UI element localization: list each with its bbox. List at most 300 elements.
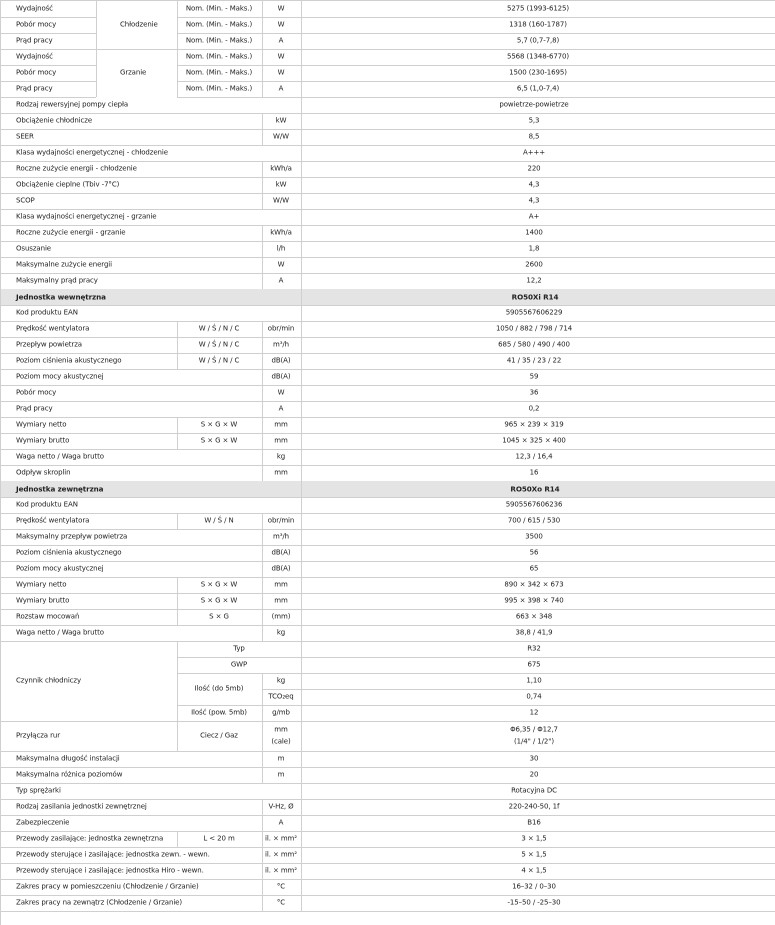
unit-label: m³/h bbox=[272, 532, 290, 541]
param-label: Przewody zasilające: jednostka zewnętrzna bbox=[16, 834, 164, 843]
grid-line bbox=[1, 561, 775, 562]
grid-line bbox=[301, 863, 302, 879]
grid-line bbox=[301, 847, 302, 863]
unit-label: mm bbox=[274, 436, 288, 445]
value-cell: 5568 (1348-6770) bbox=[506, 52, 570, 61]
param-label: Pobór mocy bbox=[16, 388, 57, 397]
unit-label: g/mb bbox=[272, 708, 290, 717]
mode-label: W / Ś / N bbox=[204, 516, 234, 525]
grid-line bbox=[262, 449, 263, 465]
pipes-label: Przyłącza rur bbox=[16, 731, 61, 740]
mode-label: W / Ś / N / C bbox=[198, 340, 240, 349]
grid-line bbox=[1, 879, 775, 880]
mode-label: Nom. (Min. - Maks.) bbox=[185, 68, 253, 77]
unit-label: dB(A) bbox=[271, 548, 291, 557]
grid-line bbox=[262, 273, 263, 289]
grid-line bbox=[262, 831, 263, 847]
unit-label: kW bbox=[275, 116, 287, 125]
grid-line bbox=[262, 385, 263, 401]
mode-label: Ciecz / Gaz bbox=[200, 731, 238, 740]
unit-label: il. × mm² bbox=[265, 866, 297, 875]
grid-line bbox=[1, 417, 775, 418]
grid-line bbox=[301, 433, 302, 449]
param-label: Pobór mocy bbox=[16, 20, 57, 29]
param-label: Obciążenie cieplne (Tbiv -7°C) bbox=[16, 180, 120, 189]
param-label: SEER bbox=[16, 132, 34, 141]
grid-line bbox=[1, 433, 775, 434]
grid-line bbox=[177, 705, 775, 706]
param-label: Zabezpieczenie bbox=[16, 818, 70, 827]
grid-line bbox=[1, 81, 96, 82]
grid-line bbox=[301, 161, 302, 177]
grid-line bbox=[177, 593, 178, 609]
grid-line bbox=[1, 577, 775, 578]
grid-line bbox=[177, 641, 178, 721]
grid-line bbox=[1, 177, 775, 178]
unit-label: dB(A) bbox=[271, 372, 291, 381]
value-cell: 8,5 bbox=[528, 132, 540, 141]
unit-label: mm bbox=[274, 725, 288, 734]
unit-label: mm bbox=[274, 420, 288, 429]
mode-label: L < 20 m bbox=[203, 834, 235, 843]
grid-line bbox=[177, 513, 178, 529]
grid-line bbox=[1, 529, 775, 530]
grid-line bbox=[301, 145, 302, 161]
grid-line bbox=[301, 529, 302, 545]
mode-label: Nom. (Min. - Maks.) bbox=[185, 20, 253, 29]
param-label: Maksymalny prąd pracy bbox=[16, 276, 98, 285]
grid-line bbox=[301, 895, 302, 911]
value-cell: 41 / 35 / 23 / 22 bbox=[506, 356, 562, 365]
value-cell: -15–50 / -25–30 bbox=[507, 898, 561, 907]
value-cell: 3 × 1,5 bbox=[521, 834, 547, 843]
grid-line bbox=[301, 609, 302, 625]
grid-line bbox=[301, 1, 302, 97]
grid-line bbox=[301, 369, 302, 385]
refrigerant-typ-label: Typ bbox=[233, 644, 245, 653]
refrigerant-label: Czynnik chłodniczy bbox=[16, 676, 82, 685]
param-label: Wydajność bbox=[16, 4, 53, 13]
indoor-header-label: Jednostka wewnętrzna bbox=[16, 292, 106, 302]
grid-line bbox=[301, 593, 302, 609]
grid-line bbox=[262, 1, 263, 97]
unit-label: A bbox=[278, 818, 284, 827]
grid-line bbox=[1, 497, 775, 498]
unit-label: W bbox=[277, 52, 285, 61]
value-cell: 220 bbox=[527, 164, 541, 173]
grid-line bbox=[1, 49, 775, 50]
unit-label: kg bbox=[276, 676, 286, 685]
value-cell: 36 bbox=[529, 388, 539, 397]
grid-line bbox=[1, 17, 96, 18]
grid-line bbox=[1, 257, 775, 258]
grid-line bbox=[301, 401, 302, 417]
grid-line bbox=[262, 767, 263, 783]
param-label: Maksymalny przepływ powietrza bbox=[16, 532, 128, 541]
grid-line bbox=[1, 225, 775, 226]
outdoor-section-header bbox=[1, 481, 775, 497]
unit-label: kWh/a bbox=[270, 228, 292, 237]
param-label: Pobór mocy bbox=[16, 68, 57, 77]
unit-label: kg bbox=[276, 628, 286, 637]
param-label: Roczne zużycie energii - chłodzenie bbox=[16, 164, 137, 173]
value-cell: 220-240-50, 1f bbox=[508, 802, 560, 811]
unit-label: m³/h bbox=[272, 340, 290, 349]
grid-line bbox=[262, 257, 263, 273]
grid-line bbox=[177, 831, 178, 847]
unit-label: A bbox=[278, 404, 284, 413]
grid-line bbox=[301, 113, 302, 129]
refrigerant-amount-over-label: Ilość (pow. 5mb) bbox=[191, 708, 247, 717]
grid-line bbox=[177, 97, 775, 98]
outdoor-header-label: Jednostka zewnętrzna bbox=[16, 484, 104, 494]
grid-line bbox=[262, 465, 263, 481]
grid-line bbox=[1, 831, 775, 832]
unit-label: W/W bbox=[273, 196, 289, 205]
indoor-model-label: RO50Xi R14 bbox=[511, 292, 559, 302]
param-label: Prąd pracy bbox=[16, 404, 53, 413]
indoor-section-header bbox=[1, 289, 775, 305]
grid-line bbox=[262, 529, 263, 545]
param-label: Kod produktu EAN bbox=[16, 308, 78, 317]
unit-label: °C bbox=[276, 882, 286, 891]
grid-line bbox=[1, 209, 775, 210]
grid-line bbox=[301, 561, 302, 577]
unit-label: W bbox=[277, 68, 285, 77]
grid-line bbox=[1, 385, 775, 386]
grid-line bbox=[301, 241, 302, 257]
grid-line bbox=[262, 847, 263, 863]
grid-line bbox=[262, 513, 263, 529]
grid-line bbox=[1, 911, 775, 912]
value-cell: 0,74 bbox=[526, 692, 542, 701]
grid-line bbox=[301, 449, 302, 465]
mode-label: S × G × W bbox=[200, 596, 238, 605]
param-label: Wymiary netto bbox=[16, 580, 67, 589]
value-cell: 65 bbox=[529, 564, 539, 573]
param-label: Klasa wydajności energetycznej - chłodzenie bbox=[16, 148, 168, 157]
value-cell: 4 × 1,5 bbox=[521, 866, 547, 875]
unit-label: mm bbox=[274, 580, 288, 589]
grid-line bbox=[301, 97, 302, 113]
param-label: Przepływ powietrza bbox=[16, 340, 82, 349]
grid-line bbox=[1, 513, 775, 514]
grid-line bbox=[1, 847, 775, 848]
grid-line bbox=[177, 353, 178, 369]
param-label: Zakres pracy na zewnątrz (Chłodzenie / Grzanie) bbox=[16, 898, 183, 907]
grid-line bbox=[177, 673, 775, 674]
grid-line bbox=[1, 545, 775, 546]
grid-line bbox=[262, 625, 263, 641]
value-cell: 1318 (160-1787) bbox=[509, 20, 567, 29]
grid-line bbox=[301, 641, 302, 721]
grid-line bbox=[262, 577, 263, 593]
value-cell: 2600 bbox=[525, 260, 543, 269]
grid-line bbox=[177, 433, 178, 449]
param-label: Poziom mocy akustycznej bbox=[16, 372, 104, 381]
grid-line bbox=[301, 783, 302, 799]
grid-line bbox=[262, 417, 263, 433]
value-cell: 4,3 bbox=[528, 180, 540, 189]
grid-line bbox=[1, 273, 775, 274]
grid-line bbox=[301, 545, 302, 561]
value-cell: 56 bbox=[529, 548, 539, 557]
grid-line bbox=[96, 1, 97, 97]
grid-line bbox=[1, 97, 96, 98]
grid-line bbox=[177, 17, 775, 18]
grid-line bbox=[177, 1, 178, 97]
grid-line bbox=[1, 129, 775, 130]
grid-line bbox=[301, 129, 302, 145]
mode-label: Nom. (Min. - Maks.) bbox=[185, 52, 253, 61]
param-label: Waga netto / Waga brutto bbox=[16, 628, 104, 637]
refrigerant-amount-label: Ilość (do 5mb) bbox=[194, 684, 244, 693]
unit-label: dB(A) bbox=[271, 356, 291, 365]
param-label: Prędkość wentylatora bbox=[16, 516, 90, 525]
grid-line bbox=[262, 689, 775, 690]
grid-line bbox=[262, 751, 263, 767]
grid-line bbox=[1, 641, 775, 642]
unit-label: kW bbox=[275, 180, 287, 189]
grid-line bbox=[301, 353, 302, 369]
mode-label: W / Ś / N / C bbox=[198, 324, 240, 333]
value-cell: 16 bbox=[529, 468, 539, 477]
value-cell: 1,8 bbox=[528, 244, 540, 253]
unit-label: (cale) bbox=[271, 737, 291, 746]
grid-line bbox=[262, 895, 263, 911]
mode-cooling-label: Chłodzenie bbox=[120, 20, 158, 29]
param-label: Prąd pracy bbox=[16, 36, 53, 45]
unit-label: m bbox=[277, 770, 285, 779]
grid-line bbox=[262, 879, 263, 895]
grid-line bbox=[262, 241, 263, 257]
grid-line bbox=[301, 273, 302, 289]
unit-label: W bbox=[277, 388, 285, 397]
unit-label: W bbox=[277, 20, 285, 29]
value-cell: A+++ bbox=[523, 148, 545, 157]
grid-line bbox=[301, 481, 302, 497]
grid-line bbox=[1, 593, 775, 594]
grid-line bbox=[1, 161, 775, 162]
value-cell: 5,3 bbox=[528, 116, 540, 125]
grid-line bbox=[1, 721, 775, 722]
grid-line bbox=[262, 433, 263, 449]
unit-label: obr/min bbox=[267, 516, 295, 525]
unit-label: (mm) bbox=[271, 612, 291, 621]
param-label: Roczne zużycie energii - grzanie bbox=[16, 228, 126, 237]
value-cell: 700 / 615 / 530 bbox=[507, 516, 561, 525]
grid-line bbox=[301, 577, 302, 593]
mode-label: Nom. (Min. - Maks.) bbox=[185, 36, 253, 45]
grid-line bbox=[262, 673, 263, 721]
mode-heating-label: Grzanie bbox=[120, 68, 147, 77]
value-cell: Φ6,35 / Φ12,7 bbox=[510, 725, 558, 734]
grid-line bbox=[262, 177, 263, 193]
unit-label: il. × mm² bbox=[265, 834, 297, 843]
unit-label: m bbox=[277, 754, 285, 763]
grid-line bbox=[262, 815, 263, 831]
grid-line bbox=[262, 337, 263, 353]
grid-line bbox=[1, 799, 775, 800]
param-label: Waga netto / Waga brutto bbox=[16, 452, 104, 461]
param-label: Obciążenie chłodnicze bbox=[16, 116, 93, 125]
grid-line bbox=[1, 895, 775, 896]
grid-line bbox=[301, 305, 302, 321]
grid-line bbox=[301, 625, 302, 641]
unit-label: l/h bbox=[276, 244, 286, 253]
grid-line bbox=[1, 305, 775, 306]
grid-line bbox=[177, 337, 178, 353]
grid-line bbox=[301, 225, 302, 241]
value-cell: 59 bbox=[529, 372, 539, 381]
value-cell: 30 bbox=[529, 754, 539, 763]
param-label: Przewody sterujące i zasilające: jednostka zewn. - wewn. bbox=[16, 850, 210, 859]
param-label: Maksymalna długość instalacji bbox=[16, 754, 120, 763]
mode-label: W / Ś / N / C bbox=[198, 356, 240, 365]
grid-line bbox=[262, 593, 263, 609]
grid-line bbox=[1, 863, 775, 864]
grid-line bbox=[301, 177, 302, 193]
value-cell: Rotacyjna DC bbox=[511, 786, 557, 795]
value-cell: powietrze-powietrze bbox=[499, 100, 569, 109]
value-cell: A+ bbox=[528, 212, 540, 221]
value-cell: 995 × 398 × 740 bbox=[504, 596, 564, 605]
grid-line bbox=[177, 417, 178, 433]
value-cell: 4,3 bbox=[528, 196, 540, 205]
grid-line bbox=[262, 161, 263, 177]
param-label: Wymiary netto bbox=[16, 420, 67, 429]
grid-line bbox=[262, 721, 263, 751]
unit-label: obr/min bbox=[267, 324, 295, 333]
grid-line bbox=[301, 721, 302, 751]
grid-line bbox=[1, 783, 775, 784]
value-cell: 1045 × 325 × 400 bbox=[502, 436, 566, 445]
grid-line bbox=[262, 225, 263, 241]
param-label: Wymiary brutto bbox=[16, 596, 70, 605]
grid-line bbox=[1, 401, 775, 402]
grid-line bbox=[301, 751, 302, 767]
unit-label: dB(A) bbox=[271, 564, 291, 573]
grid-line bbox=[177, 321, 178, 337]
value-cell: 5 × 1,5 bbox=[521, 850, 547, 859]
grid-line bbox=[301, 385, 302, 401]
unit-label: TCO₂eq bbox=[268, 692, 294, 701]
grid-line bbox=[301, 257, 302, 273]
param-label: SCOP bbox=[16, 196, 35, 205]
unit-label: il. × mm² bbox=[265, 850, 297, 859]
value-cell: 5905567606236 bbox=[505, 500, 563, 509]
grid-line bbox=[262, 561, 263, 577]
grid-line bbox=[1, 113, 775, 114]
grid-line bbox=[262, 321, 263, 337]
grid-line bbox=[177, 577, 178, 593]
param-label: Poziom mocy akustycznej bbox=[16, 564, 104, 573]
grid-line bbox=[301, 799, 302, 815]
mode-label: S × G bbox=[209, 612, 229, 621]
grid-line bbox=[301, 879, 302, 895]
grid-line bbox=[177, 65, 775, 66]
grid-line bbox=[262, 545, 263, 561]
grid-line bbox=[1, 767, 775, 768]
unit-label: V-Hz, Ø bbox=[268, 802, 294, 811]
param-label: Maksymalna różnica poziomów bbox=[16, 770, 123, 779]
unit-label: kg bbox=[276, 452, 286, 461]
grid-line bbox=[262, 799, 263, 815]
value-cell: 6,5 (1,0-7,4) bbox=[516, 84, 560, 93]
value-cell: 5275 (1993-6125) bbox=[506, 4, 570, 13]
grid-line bbox=[262, 193, 263, 209]
grid-line bbox=[177, 609, 178, 625]
grid-line bbox=[301, 193, 302, 209]
param-label: Klasa wydajności energetycznej - grzanie bbox=[16, 212, 157, 221]
grid-line bbox=[301, 209, 302, 225]
grid-line bbox=[1, 145, 775, 146]
unit-label: kWh/a bbox=[270, 164, 292, 173]
refrigerant-typ-value: R32 bbox=[527, 644, 541, 653]
param-label: Prąd pracy bbox=[16, 84, 53, 93]
param-label: Poziom ciśnienia akustycznego bbox=[16, 356, 122, 365]
mode-label: S × G × W bbox=[200, 436, 238, 445]
outdoor-model-label: RO50Xo R14 bbox=[510, 484, 560, 494]
grid-line bbox=[262, 369, 263, 385]
mode-label: Nom. (Min. - Maks.) bbox=[185, 4, 253, 13]
param-label: Zakres pracy w pomieszczeniu (Chłodzenie / Grzanie) bbox=[16, 882, 199, 891]
grid-line bbox=[1, 449, 775, 450]
unit-label: A bbox=[278, 276, 284, 285]
grid-line bbox=[301, 497, 302, 513]
grid-line bbox=[301, 289, 302, 305]
grid-line bbox=[262, 129, 263, 145]
grid-line bbox=[1, 465, 775, 466]
value-cell: 1,10 bbox=[526, 676, 542, 685]
unit-label: W bbox=[277, 4, 285, 13]
value-cell: 3500 bbox=[525, 532, 543, 541]
value-cell: 890 × 342 × 673 bbox=[504, 580, 564, 589]
unit-label: A bbox=[278, 36, 284, 45]
grid-line bbox=[301, 417, 302, 433]
value-cell: 5905567606229 bbox=[505, 308, 563, 317]
value-cell: 1050 / 882 / 798 / 714 bbox=[495, 324, 573, 333]
unit-label: A bbox=[278, 84, 284, 93]
param-label: Maksymalne zużycie energii bbox=[16, 260, 112, 269]
value-cell: B16 bbox=[527, 818, 541, 827]
mode-label: Nom. (Min. - Maks.) bbox=[185, 84, 253, 93]
unit-label: W bbox=[277, 260, 285, 269]
grid-line bbox=[1, 609, 775, 610]
unit-label: °C bbox=[276, 898, 286, 907]
unit-label: mm bbox=[274, 468, 288, 477]
value-cell: 16–32 / 0–30 bbox=[512, 882, 556, 891]
value-cell: (1/4" / 1/2") bbox=[514, 737, 554, 746]
unit-label: mm bbox=[274, 596, 288, 605]
param-label: Wymiary brutto bbox=[16, 436, 70, 445]
value-cell: 5,7 (0,7-7,8) bbox=[516, 36, 560, 45]
grid-line bbox=[1, 241, 775, 242]
param-label: Wydajność bbox=[16, 52, 53, 61]
value-cell: 38,8 / 41,9 bbox=[515, 628, 553, 637]
value-cell: 663 × 348 bbox=[515, 612, 553, 621]
param-label: Typ sprężarki bbox=[16, 786, 61, 795]
value-cell: 12 bbox=[529, 708, 539, 717]
value-cell: 965 × 239 × 319 bbox=[504, 420, 564, 429]
grid-line bbox=[1, 337, 775, 338]
grid-line bbox=[301, 767, 302, 783]
grid-line bbox=[1, 321, 775, 322]
grid-line bbox=[1, 751, 775, 752]
grid-line bbox=[177, 33, 775, 34]
grid-line bbox=[262, 353, 263, 369]
grid-line bbox=[177, 81, 775, 82]
